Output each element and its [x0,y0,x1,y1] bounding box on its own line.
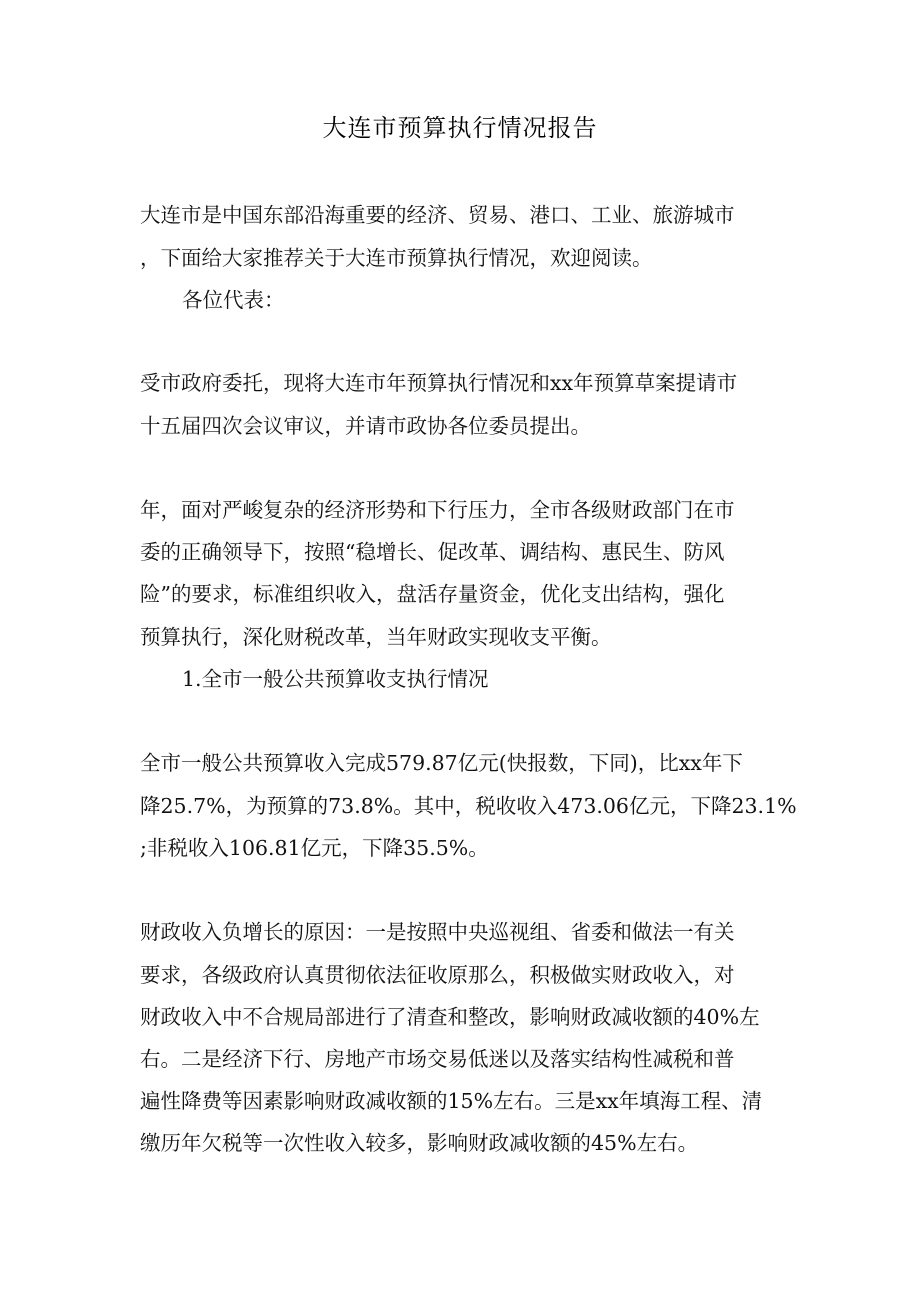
revenue-line-1: 全市一般公共预算收入完成579.87亿元(快报数，下同)，比xx年下 [140,751,743,775]
salutation: 各位代表： [182,288,285,312]
overview-line-1: 年，面对严峻复杂的经济形势和下行压力，全市各级财政部门在市 [140,498,735,522]
reasons-line-6: 缴历年欠税等一次性收入较多，影响财政减收额的45%左右。 [140,1131,699,1155]
overview-line-3: 险”的要求，标准组织收入，盘活存量资金，优化支出结构，强化 [140,582,725,606]
reasons-line-3: 财政收入中不合规局部进行了清查和整改，影响财政减收额的40%左 [140,1005,760,1029]
revenue-line-3: ;非税收入106.81亿元，下降35.5%。 [140,836,489,860]
entrusted-line-1: 受市政府委托，现将大连市年预算执行情况和xx年预算草案提请市 [140,371,738,395]
overview-line-2: 委的正确领导下，按照“稳增长、促改革、调结构、惠民生、防风 [140,540,725,564]
overview-line-4: 预算执行，深化财税改革，当年财政实现收支平衡。 [140,625,612,649]
reasons-line-1: 财政收入负增长的原因：一是按照中央巡视组、省委和做法一有关 [140,920,735,944]
reasons-line-5: 遍性降费等因素影响财政减收额的15%左右。三是xx年填海工程、清 [140,1089,763,1113]
reasons-line-2: 要求，各级政府认真贯彻依法征收原那么，积极做实财政收入，对 [140,963,735,987]
entrusted-line-2: 十五届四次会议审议，并请市政协各位委员提出。 [140,414,591,438]
section-heading: 1.全市一般公共预算收支执行情况 [182,667,489,691]
revenue-line-2: 降25.7%，为预算的73.8%。其中，税收收入473.06亿元，下降23.1% [140,794,797,818]
reasons-line-4: 右。二是经济下行、房地产市场交易低迷以及落实结构性减税和普 [140,1047,735,1071]
intro-line-2: ，下面给大家推荐关于大连市预算执行情况，欢迎阅读。 [140,246,653,270]
intro-line-1: 大连市是中国东部沿海重要的经济、贸易、港口、工业、旅游城市 [140,203,735,227]
document-title: 大连市预算执行情况报告 [322,114,598,142]
